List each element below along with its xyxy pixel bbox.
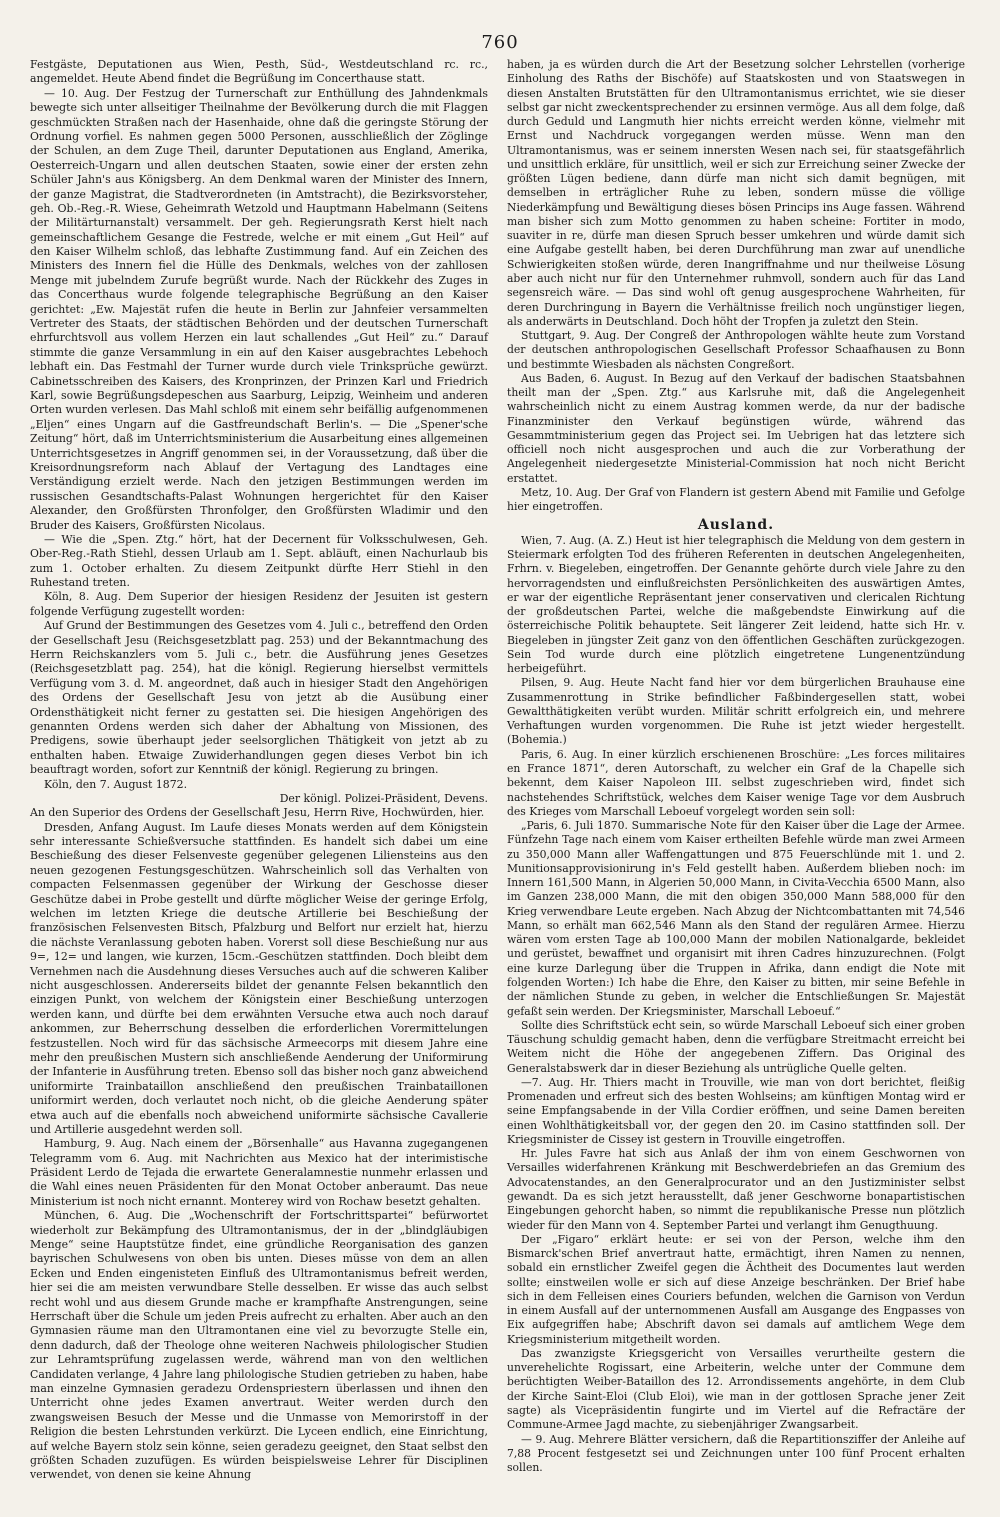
article-paragraph: haben, ja es würden durch die Art der Besetzung solcher Lehrstellen (vorherige Einholung des Raths der Bischöfe) auf Staatskosten und von Staatswegen in diesen Anstalten Brutstätten für den Ultramontanismus errichtet, wie sie dieser selbst gar nicht zweckentsprechender zu ersinnen vermöge. Aus all dem folge, daß durch Geduld und Langmuth hier nichts erreicht werden könne, vielmehr mit Ernst und Nachdruck vorgegangen werden müsse. Wenn man den Ultramontanismus, was er seinem innersten Wesen nach sei, für staatsgefährlich und unsittlich erkläre, für unsittlich, weil er sich zur Erreichung seiner Zwecke der größten Lügen bediene, dann dürfe man nicht sich damit begnügen, mit demselben in erträglicher Ruhe zu leben, sondern müsse die völlige Niederkämpfung und Bewältigung dieses bösen Princips ins Auge fassen. Während man bisher sich zum Motto genommen zu haben scheine: Fortiter in modo, suaviter in re, dürfe man diesen Spruch besser umkehren und würde damit sich eine Aufgabe gestellt haben, bei deren Durchführung man zwar auf unendliche Schwierigkeiten stoßen würde, deren Inangriffnahme und nur theilweise Lösung aber auch nicht nur für den Unternehmer ruhmvoll, sondern auch für das Land segensreich wäre. — Das sind wohl oft genug ausgesprochene Wahrheiten, für deren Durchringung in Bayern die Verhältnisse freilich noch ungünstiger liegen, als anderwärts in Deutschland. Doch höht der Tropfen ja zuletzt den Stein. xyxy=(507,58,965,328)
article-paragraph: — 9. Aug. Mehrere Blätter versichern, daß die Repartitionsziffer der Anleihe auf 7,88 Procent festgesetzt sei und Zeichnungen unter 100 fünf Procent erhalten sollen. xyxy=(507,1432,965,1475)
left-column xyxy=(30,58,488,1483)
article-paragraph: Festgäste, Deputationen aus Wien, Pesth, Süd-, Westdeutschland rc. rc., angemeldet. Heute Abend findet die Begrüßung im Concerthause statt. xyxy=(30,58,488,86)
article-paragraph: Wien, 7. Aug. (A. Z.) Heut ist hier telegraphisch die Meldung von dem gestern in Steiermark erfolgten Tod des früheren Referenten in deutschen Angelegenheiten, Frhrn. v. Biegeleben, eingetroffen. Der Genannte gehörte durch viele Jahre zu den hervorragendsten und einflußreichsten Persönlichkeiten des auswärtigen Amtes, er war der eigentliche Repräsentant jener conservativen und clericalen Richtung der großdeutschen Partei, welche die maßgebendste Einwirkung auf die österreichische Politik behauptete. Seit längerer Zeit leidend, hatte sich Hr. v. Biegeleben in jüngster Zeit ganz von den öffentlichen Geschäften zurückgezogen. Sein Tod wurde durch eine plötzlich eingetretene Lungenentzündung herbeigeführt. xyxy=(507,533,965,676)
decree-signature: Der königl. Polizei-Präsident, Devens. xyxy=(279,791,488,805)
article-paragraph: Hr. Jules Favre hat sich aus Anlaß der ihm von einem Geschwornen von Versailles widerfahrenen Kränkung mit Beschwerdebriefen an das Gremium des Advocatenstandes, an den Generalprocurator und an den Justizminister selbst gewandt. Da es sich jetzt herausstellt, daß jener Geschworne bonapartistischen Eingebungen gehorcht haben, so nimmt die republikanische Presse nun plötzlich wieder für den Mann von 4. September Partei und verlangt ihm Genugthuung. xyxy=(507,1147,965,1232)
article-paragraph: Hamburg, 9. Aug. Nach einem der „Börsenhalle“ aus Havanna zugegangenen Telegramm vom 6. Aug. mit Nachrichten aus Mexico hat der interimistische Präsident Lerdo de Tejada die erwartete Generalamnestie nunmehr erlassen und die Wahl eines neuen Präsidenten für den Monat October anberaumt. Das neue Ministerium ist noch nicht ernannt. Monterey wird von Rochaw besetzt gehalten. xyxy=(30,1137,488,1208)
article-paragraph: Dresden, Anfang August. Im Laufe dieses Monats werden auf dem Königstein sehr interessante Schießversuche stattfinden. Es handelt sich dabei um eine Beschießung des dieser Felsenveste gegenüber gelegenen Liliensteins aus den neuen gezogenen Festungsgeschützen. Wahrscheinlich soll das Verhalten von compacten Felsenmassen gegenüber der Wirkung der Geschosse dieser Geschütze dabei in Probe gestellt und dürfte möglicher Weise der geringe Erfolg, welchen im letzten Kriege die deutsche Artillerie bei Beschießung der französischen Felsenvesten Bitsch, Pfalzburg und Belfort nur erzielt hat, hierzu die nächste Veranlassung geboten haben. Vorerst soll diese Beschießung nur aus 9=, 12= und langen, wie kurzen, 15cm.-Geschützen stattfinden. Doch bleibt dem Vernehmen nach die Ausdehnung dieses Versuches auch auf die schweren Kaliber nicht ausgeschlossen. Andererseits bildet der genannte Felsen bekanntlich den einzigen Punkt, von welchem der Königstein einer Beschießung unterzogen werden kann, und dürfte bei dem erwähnten Versuche etwa auch noch darauf ankommen, zur Beherrschung desselben die erforderlichen Vorermittelungen festzustellen. Noch wird für das sächsische Armeecorps mit diesem Jahre eine mehr den preußischen Mustern sich anschließende Aenderung der Uniformirung der Infanterie in Ausführung treten. Ebenso soll das bisher noch ganz abweichend uniformirte Trainbataillon anschließend den preußischen Trainbataillonen uniformirt werden, doch verlautet noch nicht, ob die gleiche Aenderung später etwa auch auf die ebenfalls noch abweichend uniformirte sächsische Cavallerie und Artillerie ausgedehnt werden soll. xyxy=(30,820,488,1136)
article-paragraph: Metz, 10. Aug. Der Graf von Flandern ist gestern Abend mit Familie und Gefolge hier eingetroffen. xyxy=(507,485,965,514)
article-paragraph: München, 6. Aug. Die „Wochenschrift der Fortschrittspartei“ befürwortet wiederholt zur Bekämpfung des Ultramontanismus, der in der „blindgläubigen Menge“ seine Hauptstütze findet, eine gründliche Reorganisation des ganzen bayrischen Schulwesens von oben bis unten. Dieses müsse von dem an allen Ecken und Enden eingenisteten Einfluß des Ultramontanismus befreit werden, hier sei die am meisten verwundbare Stelle desselben. Er wisse das auch selbst recht wohl und aus diesem Grunde mache er krampfhafte Anstrengungen, seine Herrschaft über die Schule um jeden Preis aufrecht zu erhalten. Aber auch an den Gymnasien räume man den Ultramontanen eine viel zu bevorzugte Stelle ein, denn dadurch, daß der Theologe ohne weiteren Nachweis philologischer Studien zur Lehramtsprüfung zugelassen werde, während man von den weltlichen Candidaten verlange, 4 Jahre lang philologische Studien getrieben zu haben, habe man einzelne Gymnasien geradezu Ordenspriestern überlassen und ihnen den Unterricht ohne jedes Examen anvertraut. Weiter werden durch den zwangsweisen Besuch der Messe und die Unmasse von Memorirstoff in der Religion die besten Lehrstunden verkürzt. Die Lyceen endlich, eine Einrichtung, auf welche Bayern stolz sein könne, seien geradezu geeignet, den Staat selbst den größten Schaden zuzufügen. Es würden beispielsweise Lehrer für Disciplinen verwendet, von denen sie keine Ahnung xyxy=(30,1209,488,1482)
page-number: 760 xyxy=(481,32,519,53)
article-paragraph: — Wie die „Spen. Ztg.“ hört, hat der Decernent für Volksschulwesen, Geh. Ober-Reg.-Rath Stiehl, dessen Urlaub am 1. Sept. abläuft, einen Nachurlaub bis zum 1. October erhalten. Zu diesem Zeitpunkt dürfte Herr Stiehl in den Ruhestand treten. xyxy=(30,532,488,590)
right-column xyxy=(507,58,965,1475)
article-paragraph: Köln, 8. Aug. Dem Superior der hiesigen Residenz der Jesuiten ist gestern folgende Verfügung zugestellt worden: xyxy=(30,590,488,618)
article-paragraph: Das zwanzigste Kriegsgericht von Versailles verurtheilte gestern die unverehelichte Rogissart, eine Arbeiterin, welche unter der Commune dem berüchtigten Weiber-Bataillon des 12. Arrondissements angehörte, in dem Club der Kirche Saint-Eloi (Club Eloi), wie man in der gottlosen Sprache jener Zeit sagte) als Vicepräsidentin fungirte und im Viertel auf die Refractäre der Commune-Armee Jagd machte, zu siebenjähriger Zwangsarbeit. xyxy=(507,1346,965,1432)
article-paragraph: Der „Figaro“ erklärt heute: er sei von der Person, welche ihm den Bismarck'schen Brief anvertraut hatte, ermächtigt, ihren Namen zu nennen, sobald ein ernstlicher Zweifel gegen die Ächtheit des Documentes laut werden sollte; einstweilen wolle er sich auf diese Anzeige beschränken. Der Brief habe sich in dem Felleisen eines Couriers befunden, welchen die Garnison von Verdun in einem Ausfall auf der unternommenen Ausfall am Ausgange des Engpasses von Eix aufgegriffen habe; Abschrift davon sei damals auf amtlichem Wege dem Kriegsministerium mitgetheilt worden. xyxy=(507,1232,965,1346)
article-paragraph: Stuttgart, 9. Aug. Der Congreß der Anthropologen wählte heute zum Vorstand der deutschen anthropologischen Gesellschaft Professor Schaafhausen zu Bonn und bestimmte Wiesbaden als nächsten Congreßort. xyxy=(507,329,965,371)
article-paragraph: Aus Baden, 6. August. In Bezug auf den Verkauf der badischen Staatsbahnen theilt man der „Spen. Ztg.“ aus Karlsruhe mit, daß die Angelegenheit wahrscheinlich nicht zu einem Austrag kommen werde, da nur der badische Finanzminister den Verkauf begünstigen würde, während das Gesammtministerium gegen das Project sei. Im Uebrigen hat das letztere sich officiell noch nicht ausgesprochen und auch die zur Vorberathung der Angelegenheit niedergesetzte Ministerial-Commission hat noch nicht Bericht erstattet. xyxy=(507,371,965,485)
decree-date: Köln, den 7. August 1872. xyxy=(44,777,188,791)
decree-addressee: An den Superior des Ordens der Gesellschaft Jesu, Herrn Rive, Hochwürden, hier. xyxy=(30,806,485,820)
quoted-note: „Paris, 6. Juli 1870. Summarische Note für den Kaiser über die Lage der Armee. Fünfzehn Tage nach einem vom Kaiser ertheilten Befehle würde man zwei Armeen zu 350,000 Mann aller Waffengattungen und 875 Feuerschlünde mit 1. und 2. Munitionsapprovisionirung in's Feld gestellt haben. Außerdem blieben noch: im Innern 161,500 Mann, in Algerien 50,000 Mann, in Civita-Vecchia 6500 Mann, also im Ganzen 238,000 Mann, die mit den obigen 350,000 Mann 588,000 für den Krieg verwendbare Leute ergeben. Nach Abzug der Nichtcombattanten mit 74,546 Mann, so erhält man 662,546 Mann als den Stand der regulären Armee. Hierzu wären vom ersten Tage ab 100,000 Mann der mobilen Nationalgarde, bekleidet und gerüstet, bewaffnet und organisirt mit ihren Cadres hinzuzurechnen. (Folgt eine kurze Darlegung über die Truppen in Afrika, dann endigt die Note mit folgenden Worten:) Ich habe die Ehre, den Kaiser zu bitten, mir seine Befehle in der nämlichen Stunde zu geben, in welcher die Entschließungen Sr. Majestät gefaßt sein werden. Der Kriegsminister, Marschall Leboeuf.“ xyxy=(507,819,965,1018)
article-paragraph: —7. Aug. Hr. Thiers macht in Trouville, wie man von dort berichtet, fleißig Promenaden und erfreut sich des besten Wohlseins; am künftigen Montag wird er seine Empfangsabende in der Villa Cordier eröffnen, und seine Damen bereiten einen Wohlthätigkeitsball vor, der gegen den 20. im Casino stattfinden soll. Der Kriegsminister de Cissey ist gestern in Trouville eingetroffen. xyxy=(507,1075,965,1146)
section-heading: Ausland. xyxy=(697,516,775,533)
article-paragraph: — 10. Aug. Der Festzug der Turnerschaft zur Enthüllung des Jahndenkmals bewegte sich unter allseitiger Theilnahme der Bevölkerung durch die mit Flaggen geschmückten Straßen nach der Hasenhaide, ohne daß die geringste Störung der Ordnung vorfiel. Es nahmen gegen 5000 Personen, ausschließlich der Zöglinge der Schulen, an dem Zuge Theil, darunter Deputationen aus England, Amerika, Oesterreich-Ungarn und allen deutschen Staaten, sowie einer der ersten zehn Schüler Jahn's aus Königsberg. An dem Denkmal waren der Minister des Innern, der ganze Magistrat, die Stadtverordneten (in Amtstracht), die Bezirksvorsteher, geh. Ob.-Reg.-R. Wiese, Geheimrath Wetzold und Hauptmann Habelmann (Seitens der Militärturnanstalt) versammelt. Der geh. Regierungsrath Kerst hielt nach gemeinschaftlichem Gesange die Festrede, welche er mit einem „Gut Heil“ auf den Kaiser Wilhelm schloß, das lebhafte Zustimmung fand. Auf ein Zeichen des Ministers des Innern fiel die Hülle des Denkmals, welches von der zahllosen Menge mit jubelndem Zurufe begrüßt wurde. Nach der Rückkehr des Zuges in das Concerthaus wurde folgende telegraphische Begrüßung an den Kaiser gerichtet: „Ew. Majestät rufen die heute in Berlin zur Jahnfeier versammelten Vertreter des Staats, der städtischen Behörden und der deutschen Turnerschaft ehrfurchtsvoll aus vollem Herzen ein laut schallendes „Gut Heil“ zu.“ Darauf stimmte die ganze Versammlung in ein auf den Kaiser ausgebrachtes Lebehoch lebhaft ein. Das Festmahl der Turner wurde durch viele Trinksprüche gewürzt. Cabinetsschreiben des Kaisers, des Kronprinzen, der Prinzen Karl und Friedrich Karl, sowie Begrüßungsdepeschen aus Saarburg, Leipzig, Weinheim und anderen Orten wurden verlesen. Das Mahl schloß mit einem sehr beifällig aufgenommenen „Eljen“ eines Ungarn auf die Gastfreundschaft Berlin's. — Die „Spener'sche Zeitung“ hört, daß im Unterrichtsministerium die Ausarbeitung eines allgemeinen Unterrichtsgesetzes in Angriff genommen sei, in der Voraussetzung, daß über die Kreisordnungsreform nach Ablauf der Vertagung des Landtages eine Verständigung erzielt werde. Nach den jetzigen Bestimmungen werden im russischen Gesandtschafts-Palast Wohnungen hergerichtet für den Kaiser Alexander, den Großfürsten Thronfolger, den Großfürsten Wladimir und den Bruder des Kaisers, Großfürsten Nicolaus. xyxy=(30,86,488,532)
decree-text: Auf Grund der Bestimmungen des Gesetzes vom 4. Juli c., betreffend den Orden der Gesellschaft Jesu (Reichsgesetzblatt pag. 253) und der Bekanntmachung des Herrn Reichskanzlers vom 5. Juli c., betr. die Ausführung jenes Gesetzes (Reichsgesetzblatt pag. 254), hat die königl. Regierung hierselbst vermittels Verfügung vom 3. d. M. angeordnet, daß auch in hiesiger Stadt den Angehörigen des Ordens der Gesellschaft Jesu von jetzt ab die Ausübung einer Ordensthätigkeit nicht ferner zu gestatten sei. Die hiesigen Angehörigen des genannten Ordens werden sich daher der Abhaltung von Missionen, des Predigens, sowie überhaupt jeder seelsorglichen Thätigkeit von jetzt ab zu enthalten haben. Etwaige Zuwiderhandlungen gegen dieses Verbot bin ich beauftragt worden, sofort zur Kenntniß der königl. Regierung zu bringen. xyxy=(30,619,488,777)
article-paragraph: Sollte dies Schriftstück echt sein, so würde Marschall Leboeuf sich einer groben Täuschung schuldig gemacht haben, denn die verfügbare Streitmacht erreicht bei Weitem nicht die Höhe der angegebenen Ziffern. Das Original des Generalstabswerk dar in dieser Beziehung als untrügliche Quelle gelten. xyxy=(507,1018,965,1075)
article-paragraph: Pilsen, 9. Aug. Heute Nacht fand hier vor dem bürgerlichen Brauhause eine Zusammenrottung in Strike befindlicher Faßbindergesellen statt, wobei Gewaltthätigkeiten verübt wurden. Militär schritt erfolgreich ein, und mehrere Verhaftungen wurden vorgenommen. Die Ruhe ist jetzt wieder hergestellt. (Bohemia.) xyxy=(507,676,965,747)
article-paragraph: Paris, 6. Aug. In einer kürzlich erschienenen Broschüre: „Les forces militaires en France 1871“, deren Autorschaft, zu welcher ein Graf de la Chapelle sich bekennt, dem Kaiser Napoleon III. selbst zugeschrieben wird, findet sich nachstehendes Schriftstück, welches dem Kaiser wenige Tage vor dem Ausbruch des Krieges vom Marschall Leboeuf vorgelegt worden sein soll: xyxy=(507,747,965,818)
